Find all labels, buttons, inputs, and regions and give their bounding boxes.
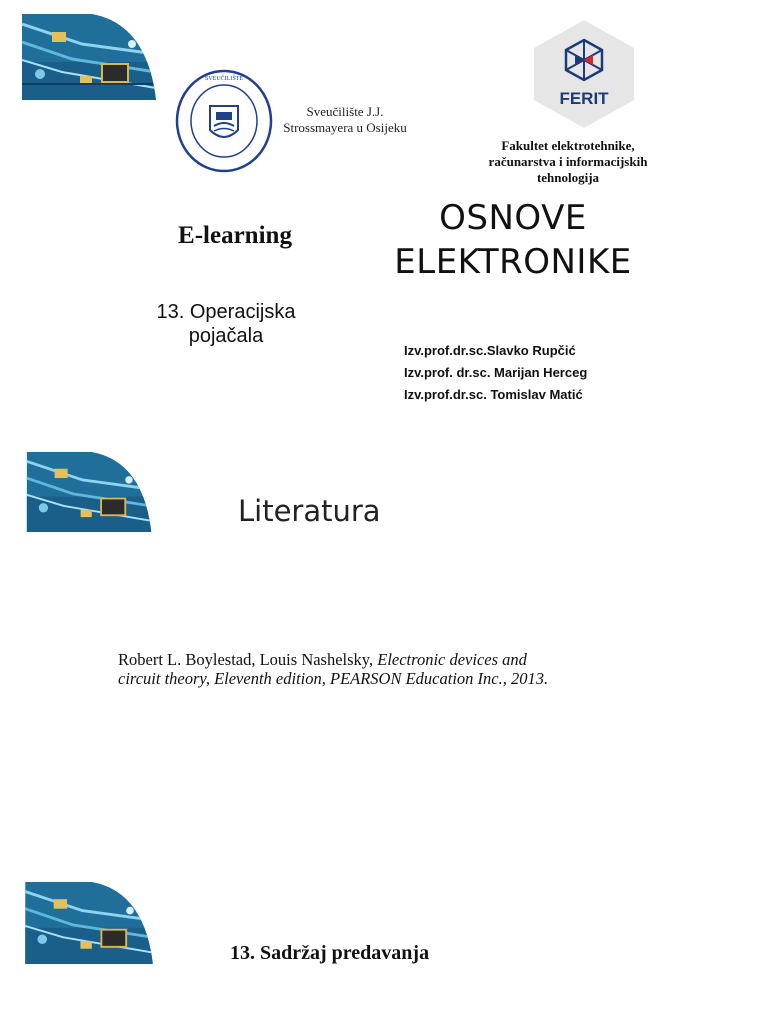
lecture-title: 13. Operacijska pojačala [156, 301, 296, 347]
title-slide [0, 0, 768, 420]
contents-heading: 13. Sadržaj predavanja [230, 942, 430, 964]
svg-text:SVEUČILIŠTE: SVEUČILIŠTE [205, 76, 243, 82]
reference-entry [118, 650, 658, 688]
reference-title-line2: circuit theory, Eleventh edition, PEARSON Education Inc., 2013. [118, 669, 549, 688]
svg-text:FERIT: FERIT [559, 89, 609, 108]
literature-heading: Literatura [238, 494, 381, 528]
reference-authors: Robert L. Boylestad, Louis Nashelsky, [118, 650, 374, 669]
course-title: OSNOVE ELEKTRONIKE [394, 198, 632, 282]
reference-title-line1: Electronic devices and [377, 650, 527, 669]
author-item: Izv.prof. dr.sc. Marijan Herceg [404, 365, 588, 380]
circuit-board-image [22, 452, 156, 532]
faculty-name: Fakultet elektrotehnike, računarstva i informacijskih tehnologija [488, 138, 648, 185]
circuit-board-image [22, 14, 156, 100]
ferit-hexagon-logo [528, 18, 640, 130]
elearning-label: E-learning [178, 222, 292, 249]
author-item: Izv.prof.dr.sc. Tomislav Matić [404, 387, 583, 402]
author-item: Izv.prof.dr.sc.Slavko Rupčić [404, 343, 576, 358]
circuit-board-image [22, 882, 156, 964]
university-seal-logo [174, 68, 274, 174]
author-list [404, 340, 664, 406]
university-name: Sveučilište J.J. Strossmayera u Osijeku [283, 104, 407, 135]
